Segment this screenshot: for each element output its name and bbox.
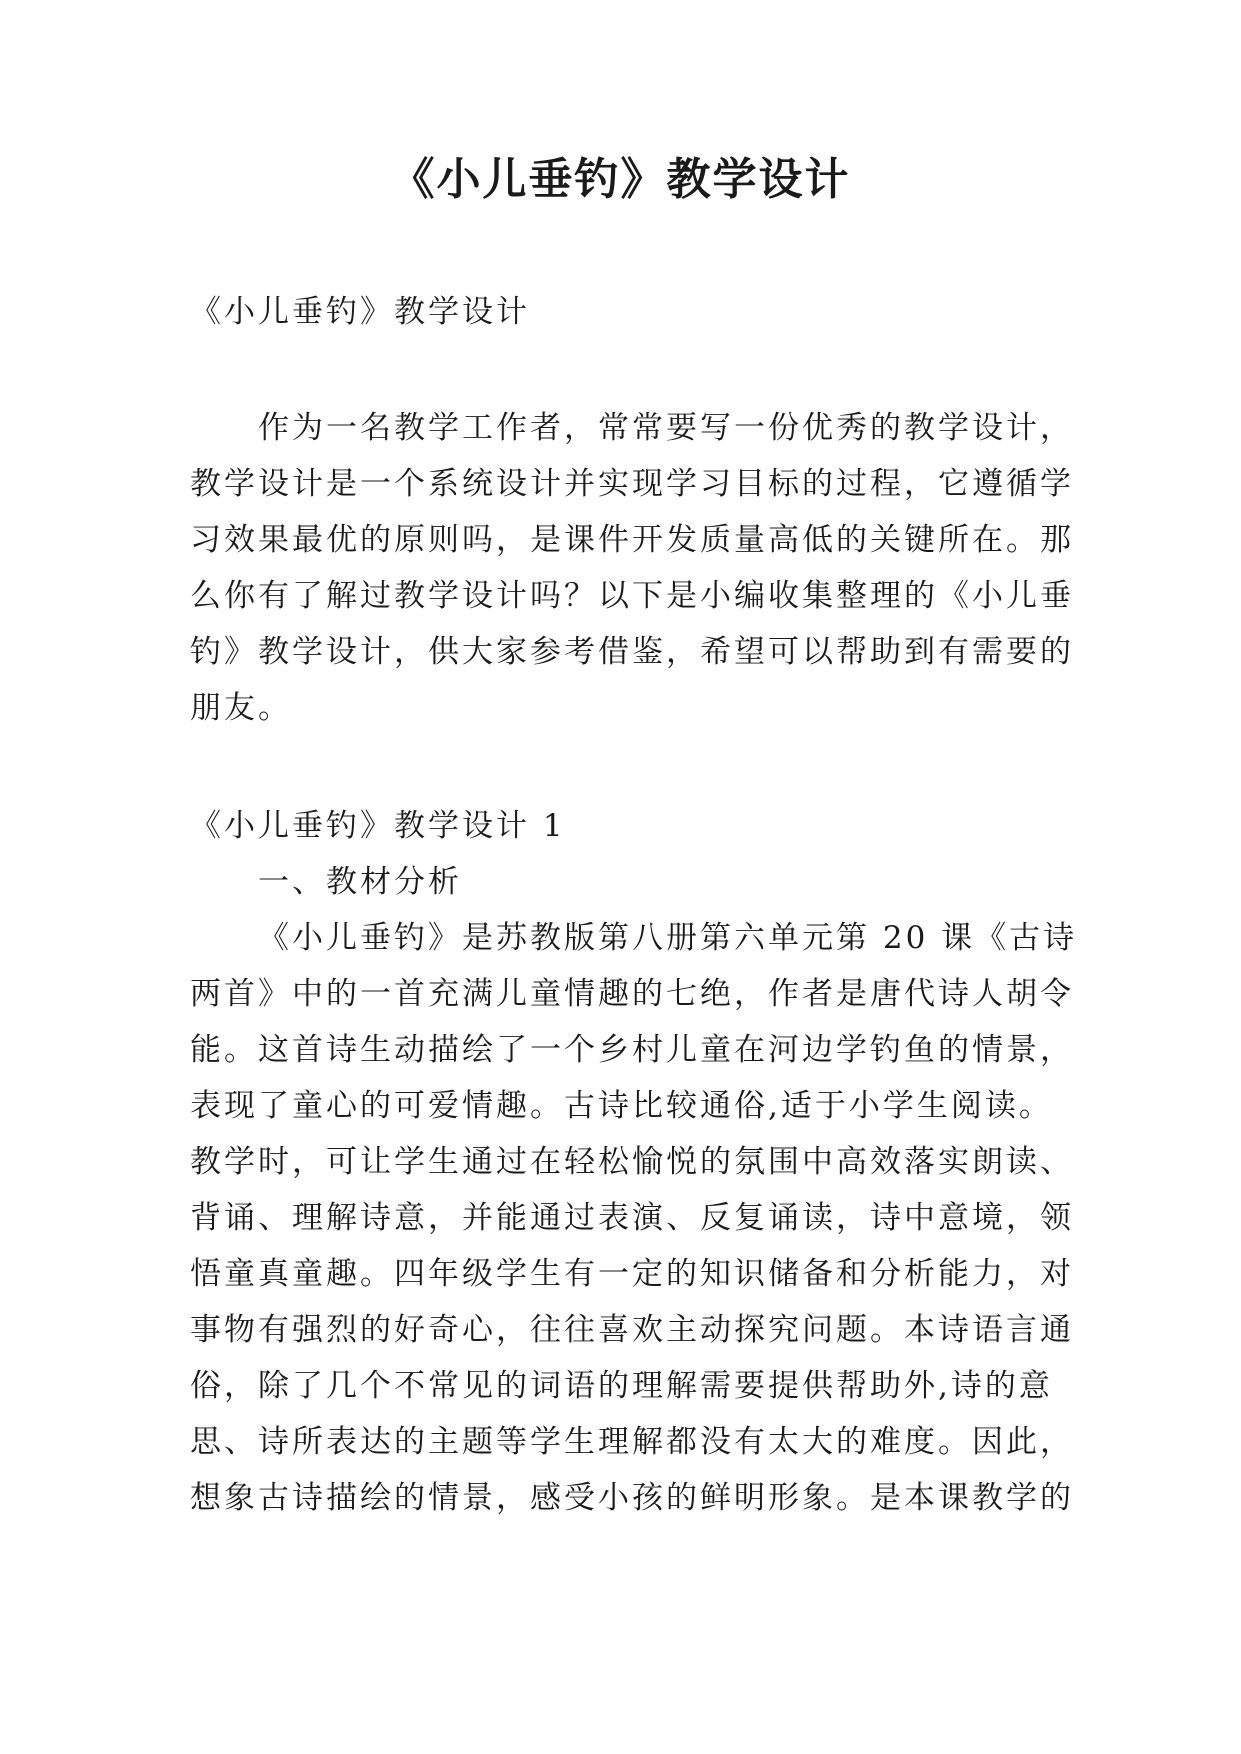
document-title: 《小儿垂钓》教学设计 bbox=[390, 154, 851, 205]
paragraph-line: 么你有了解过教学设计吗？以下是小编收集整理的《小儿垂 bbox=[190, 578, 1074, 614]
document-subtitle: 《小儿垂钓》教学设计 bbox=[190, 294, 530, 330]
paragraph-line: 习效果最优的原则吗，是课件开发质量高低的关键所在。那 bbox=[190, 522, 1074, 558]
paragraph-line: 背诵、理解诗意，并能通过表演、反复诵读，诗中意境，领 bbox=[190, 1200, 1074, 1236]
paragraph-line: 两首》中的一首充满儿童情趣的七绝，作者是唐代诗人胡令 bbox=[190, 976, 1074, 1012]
section-heading: 一、教材分析 bbox=[258, 864, 462, 900]
paragraph-line: 思、诗所表达的主题等学生理解都没有太大的难度。因此， bbox=[190, 1424, 1074, 1460]
paragraph-line: 俗，除了几个不常见的词语的理解需要提供帮助外,诗的意 bbox=[190, 1368, 1053, 1404]
document-body bbox=[190, 284, 1078, 1526]
paragraph-line: 能。这首诗生动描绘了一个乡村儿童在河边学钓鱼的情景， bbox=[190, 1032, 1074, 1068]
paragraph-line: 作为一名教学工作者，常常要写一份优秀的教学设计， bbox=[258, 410, 1074, 446]
paragraph-line: 教学设计是一个系统设计并实现学习目标的过程，它遵循学 bbox=[190, 466, 1074, 502]
paragraph-line: 悟童真童趣。四年级学生有一定的知识储备和分析能力，对 bbox=[190, 1256, 1074, 1292]
analysis-paragraph bbox=[190, 910, 1078, 1526]
paragraph-line: 钓》教学设计，供大家参考借鉴，希望可以帮助到有需要的 bbox=[190, 634, 1074, 670]
intro-paragraph bbox=[190, 400, 1074, 736]
section-title: 《小儿垂钓》教学设计 1 bbox=[190, 808, 566, 844]
paragraph-line: 《小儿垂钓》是苏教版第八册第六单元第 20 课《古诗 bbox=[258, 920, 1078, 956]
paragraph-line: 想象古诗描绘的情景，感受小孩的鲜明形象。是本课教学的 bbox=[190, 1480, 1074, 1516]
paragraph-line: 朋友。 bbox=[190, 690, 292, 726]
paragraph-line: 事物有强烈的好奇心，往往喜欢主动探究问题。本诗语言通 bbox=[190, 1312, 1074, 1348]
paragraph-line: 表现了童心的可爱情趣。古诗比较通俗,适于小学生阅读。 bbox=[190, 1088, 1053, 1124]
paragraph-line: 教学时，可让学生通过在轻松愉悦的氛围中高效落实朗读、 bbox=[190, 1144, 1074, 1180]
